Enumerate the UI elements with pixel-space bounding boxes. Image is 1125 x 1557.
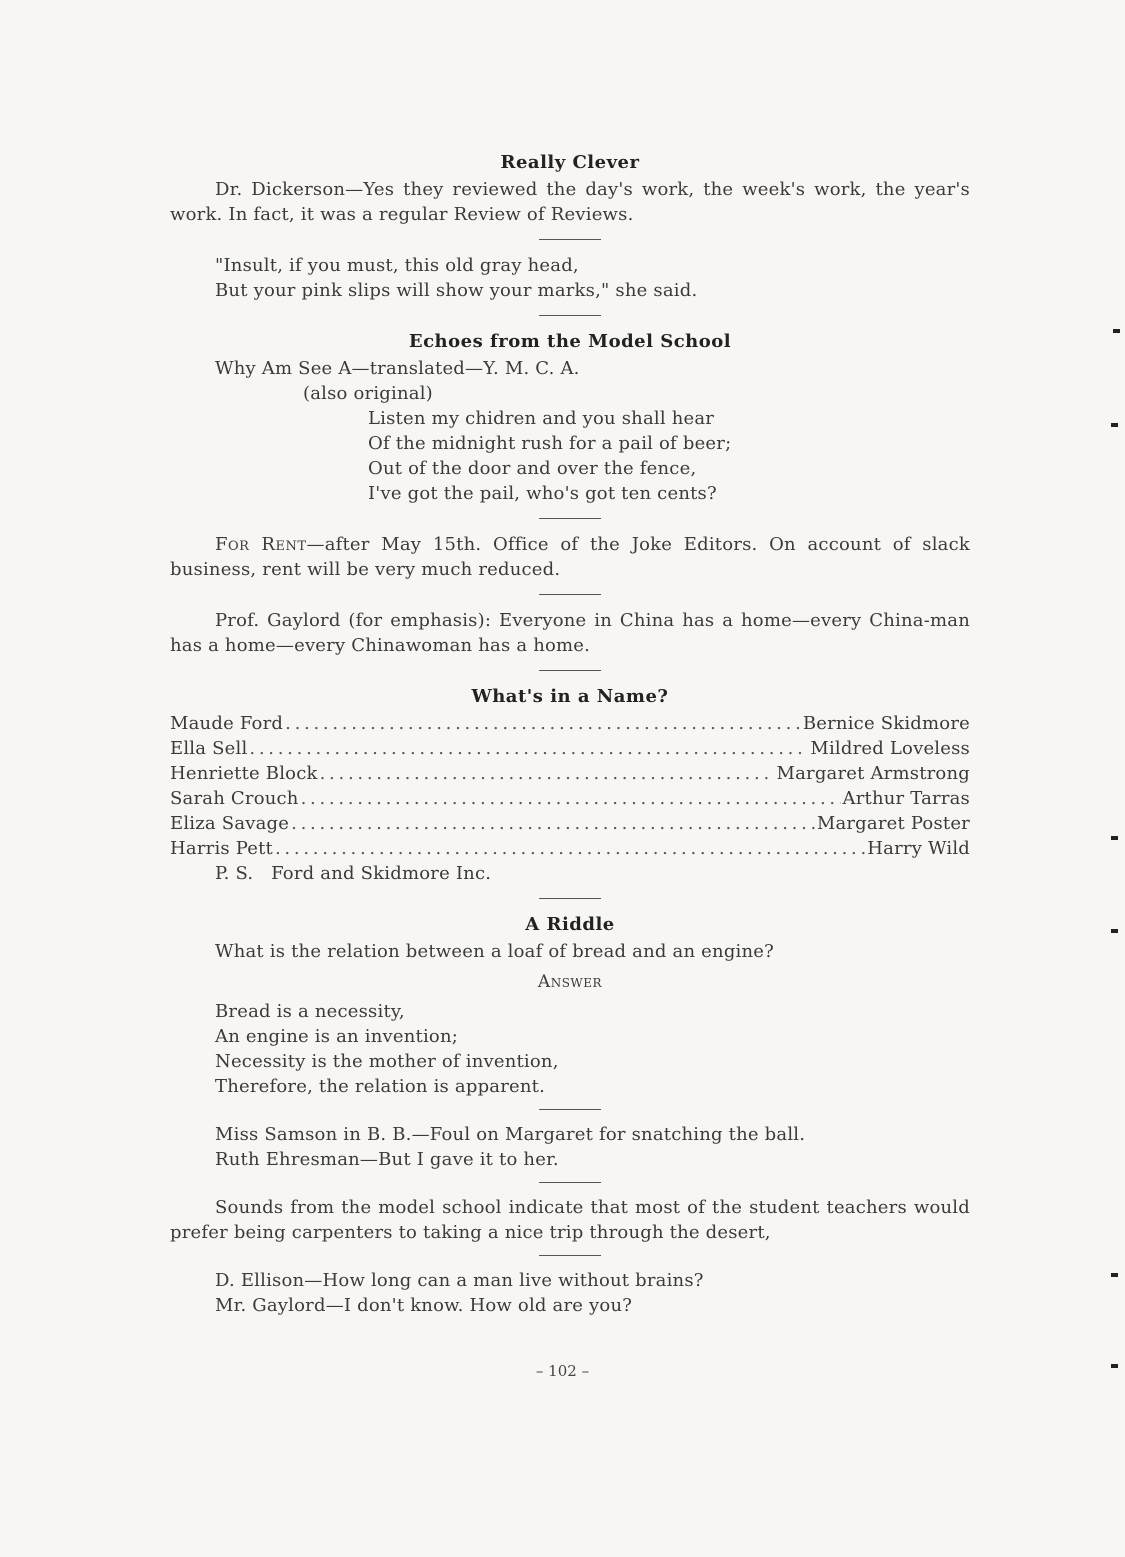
answer-line: Necessity is the mother of invention, [215,1051,559,1072]
for-rent-lead: For Rent [215,534,307,555]
answer-line: An engine is an invention; [215,1026,459,1047]
answer-line: Therefore, the relation is apparent. [215,1076,546,1097]
divider [539,1109,601,1110]
verse-line: Of the midnight rush for a pail of beer; [368,433,732,454]
really-clever-text: Dr. Dickerson—Yes they reviewed the day's work, the week's work, the year's work. In fact, it was a regular Review of Reviews. [170,179,970,225]
leader-dots [301,786,841,811]
name-row [170,811,970,836]
ellison-line-1: D. Ellison—How long can a man live without brains? [215,1270,704,1291]
name-right: Arthur Tarras [842,788,970,809]
divider [539,898,601,899]
insult-line-1: "Insult, if you must, this old gray head, [215,255,579,276]
verse-line: Listen my chidren and you shall hear [368,408,715,429]
leader-dots [249,736,808,761]
really-clever-heading: Really Clever [500,152,640,173]
name-left: Ella Sell [170,738,248,759]
riddle-heading: A Riddle [525,914,615,935]
name-row [170,836,970,861]
binding-mark [1113,329,1120,333]
name-right: Margaret Poster [816,813,970,834]
divider [539,239,601,240]
echoes-heading: Echoes from the Model School [408,331,732,352]
answer-label: Answer [537,972,603,992]
name-row [170,711,970,736]
binding-mark [1111,1364,1118,1368]
leader-dots [285,711,801,736]
leader-dots [275,836,865,861]
divider [539,594,601,595]
name-left: Harris Pett [170,838,273,859]
divider [539,1255,601,1256]
ps-line: P. S. Ford and Skidmore Inc. [215,863,492,884]
page-content [170,150,970,1318]
name-right: Mildred Loveless [810,738,970,759]
ellison-line-2: Mr. Gaylord—I don't know. How old are you? [215,1295,633,1316]
binding-mark [1111,423,1118,427]
leader-dots [291,811,815,836]
insult-line-2: But your pink slips will show your marks," she said. [215,280,698,301]
name-left: Eliza Savage [170,813,290,834]
binding-mark [1111,836,1118,840]
for-rent-paragraph [170,532,970,582]
gaylord-text: Prof. Gaylord (for emphasis): Everyone in China has a home—every China-man has a home—every Chinawoman has a home. [170,610,970,656]
divider [539,670,601,671]
name-row [170,761,970,786]
divider [539,315,601,316]
whats-in-a-name-heading: What's in a Name? [471,686,669,707]
name-left: Henriette Block [170,763,318,784]
name-right: Harry Wild [867,838,970,859]
binding-mark [1111,1273,1118,1277]
name-right: Margaret Armstrong [776,763,970,784]
riddle-question: What is the relation between a loaf of bread and an engine? [215,941,774,962]
name-left: Sarah Crouch [170,788,299,809]
answer-line: Bread is a necessity, [215,1001,405,1022]
echoes-line-1: Why Am See A—translated—Y. M. C. A. [215,358,580,379]
samson-line-2: Ruth Ehresman—But I gave it to her. [215,1149,559,1170]
samson-line-1: Miss Samson in B. B.—Foul on Margaret for snatching the ball. [215,1124,806,1145]
name-left: Maude Ford [170,713,284,734]
page-number: – 102 – [535,1362,590,1380]
name-row [170,736,970,761]
sounds-text: Sounds from the model school indicate that most of the student teachers would prefer being carpenters to taking a nice trip through the desert, [170,1197,970,1243]
name-row [170,786,970,811]
verse-line: I've got the pail, who's got ten cents? [368,483,717,504]
binding-mark [1111,929,1118,933]
divider [539,1182,601,1183]
divider [539,518,601,519]
name-right: Bernice Skidmore [802,713,970,734]
name-list [170,711,970,861]
leader-dots [320,761,775,786]
verse-line: Out of the door and over the fence, [368,458,697,479]
for-rent-text: —after May 15th. Office of the Joke Editors. On account of slack business, rent will be very much reduced. [170,534,970,580]
echoes-line-2: (also original) [303,383,433,404]
